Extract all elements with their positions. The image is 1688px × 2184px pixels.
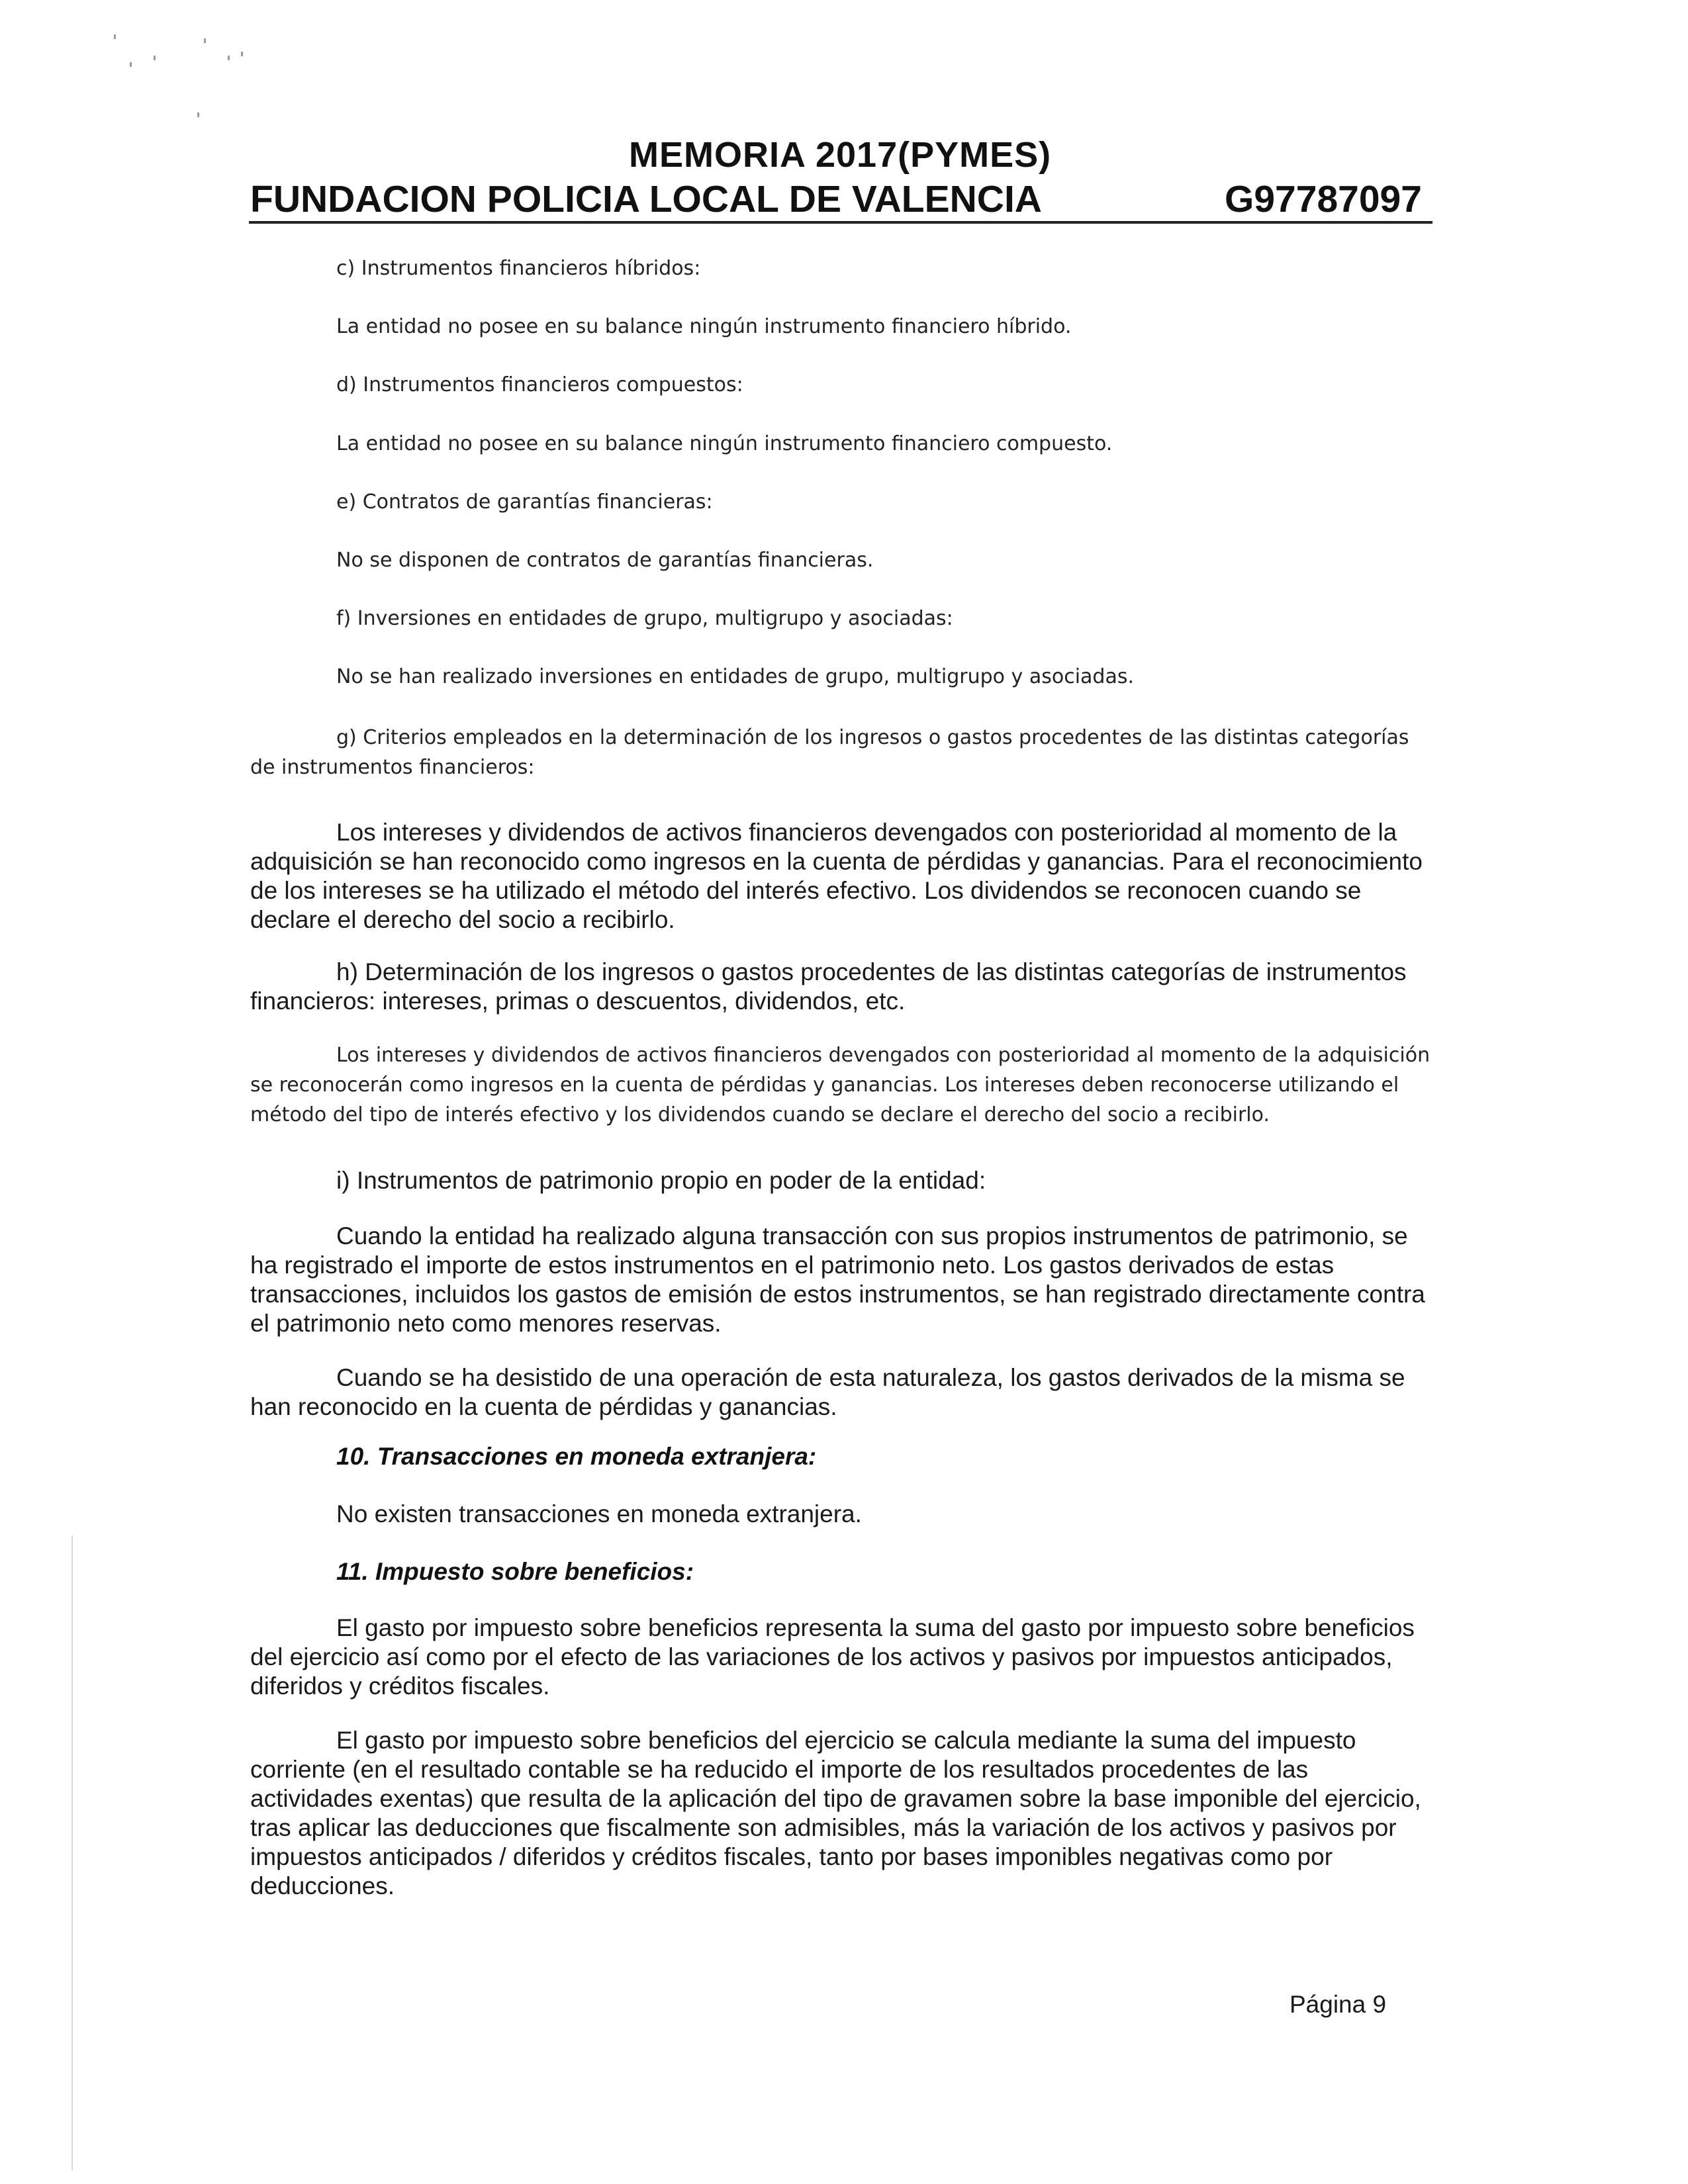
text-line-content: Los intereses y dividendos de activos financieros devengados con posterioridad al momento de la — [336, 819, 1397, 846]
section-f-heading: f) Inversiones en entidades de grupo, multigrupo y asociadas: — [336, 607, 953, 630]
text-line: de los intereses se ha utilizado el método del interés efectivo. Los dividendos se reconocen cuando se — [250, 877, 1362, 904]
scan-speck — [241, 52, 243, 56]
text-line-content: h) Determinación de los ingresos o gastos procedentes de las distintas categorías de instrumentos — [336, 958, 1407, 985]
text-line: de instrumentos financieros: — [250, 756, 535, 779]
text-line: actividades exentas) que resulta de la aplicación del tipo de gravamen sobre la base imponible del ejercicio, — [250, 1785, 1421, 1812]
page-number: Página 9 — [1289, 1991, 1387, 2018]
text-line: método del tipo de interés efectivo y los dividendos cuando se declare el derecho del socio a recibirlo. — [250, 1103, 1270, 1126]
text-line: se reconocerán como ingresos en la cuenta de pérdidas y ganancias. Los intereses deben reconocerse utilizando el — [250, 1073, 1399, 1097]
section-i-heading — [250, 1166, 1432, 1195]
text-line-content: El gasto por impuesto sobre beneficios representa la suma del gasto por impuesto sobre beneficios — [336, 1614, 1415, 1641]
header-rule — [249, 221, 1432, 224]
text-line: transacciones, incluidos los gastos de emisión de estos instrumentos, se han registrado directamente contra — [250, 1281, 1425, 1308]
text-line: deducciones. — [250, 1872, 395, 1899]
text-line — [250, 818, 1432, 847]
section-h-heading — [250, 958, 1432, 1016]
scan-speck — [204, 38, 206, 43]
text-line — [250, 1614, 1432, 1643]
text-line — [250, 1040, 1432, 1070]
tax-id: G97787097 — [1225, 178, 1422, 220]
section-f-body: No se han realizado inversiones en entidades de grupo, multigrupo y asociadas. — [336, 665, 1135, 688]
document-title: MEMORIA 2017(PYMES) — [629, 135, 1052, 175]
section-e-heading: e) Contratos de garantías financieras: — [336, 490, 713, 514]
scan-speck — [114, 34, 116, 39]
section-c-heading: c) Instrumentos financieros híbridos: — [336, 257, 701, 280]
text-line: el patrimonio neto como menores reservas. — [250, 1310, 722, 1337]
text-line — [250, 1222, 1432, 1251]
scan-speck — [154, 56, 156, 60]
scan-edge-line — [71, 1535, 73, 2171]
text-line-content: Cuando la entidad ha realizado alguna transacción con sus propios instrumentos de patrimonio, se — [336, 1222, 1408, 1250]
text-line-content: El gasto por impuesto sobre beneficios del ejercicio se calcula mediante la suma del impuesto — [336, 1727, 1356, 1754]
scan-speck — [228, 56, 230, 60]
text-line — [250, 1500, 1432, 1529]
text-line — [250, 1166, 1432, 1195]
section-i-body-1 — [250, 1222, 1432, 1338]
section-d-body: La entidad no posee en su balance ningún instrumento financiero compuesto. — [336, 432, 1113, 455]
text-line: financieros: intereses, primas o descuentos, dividendos, etc. — [250, 987, 906, 1015]
text-line — [250, 723, 1432, 752]
section-h-body — [250, 1040, 1432, 1130]
text-line-content: No existen transacciones en moneda extranjera. — [336, 1500, 862, 1527]
text-line — [250, 1726, 1432, 1755]
section-11-body-2 — [250, 1726, 1432, 1901]
section-d-heading: d) Instrumentos financieros compuestos: — [336, 373, 743, 396]
text-line: tras aplicar las deducciones que fiscalmente son admisibles, más la variación de los activos y pasivos por — [250, 1814, 1397, 1841]
text-line: impuestos anticipados / diferidos y créditos fiscales, tanto por bases imponibles negativas como por — [250, 1843, 1333, 1870]
text-line — [250, 958, 1432, 987]
text-line: diferidos y créditos fiscales. — [250, 1672, 550, 1700]
text-line: adquisición se han reconocido como ingresos en la cuenta de pérdidas y ganancias. Para el reconocimiento — [250, 848, 1423, 875]
scan-speck — [130, 62, 132, 67]
text-line-content: i) Instrumentos de patrimonio propio en poder de la entidad: — [336, 1167, 986, 1194]
section-g-body — [250, 818, 1432, 934]
section-i-body-2 — [250, 1363, 1432, 1422]
text-line-content: Cuando se ha desistido de una operación de esta naturaleza, los gastos derivados de la misma se — [336, 1364, 1405, 1391]
section-g-heading — [250, 723, 1432, 782]
section-11-heading: 11. Impuesto sobre beneficios: — [336, 1558, 694, 1585]
text-line-content: g) Criterios empleados en la determinación de los ingresos o gastos procedentes de las distintas categorías — [336, 726, 1409, 749]
section-10-heading: 10. Transacciones en moneda extranjera: — [336, 1443, 817, 1470]
text-line: declare el derecho del socio a recibirlo. — [250, 906, 675, 933]
section-11-body-1 — [250, 1614, 1432, 1701]
text-line: ha registrado el importe de estos instrumentos en el patrimonio neto. Los gastos derivados de estas — [250, 1251, 1335, 1279]
text-line — [250, 1363, 1432, 1392]
section-10-body — [250, 1500, 1432, 1529]
text-line-content: Los intereses y dividendos de activos financieros devengados con posterioridad al momento de la adquisición — [336, 1044, 1430, 1067]
section-c-body: La entidad no posee en su balance ningún instrumento financiero híbrido. — [336, 315, 1072, 338]
scan-speck — [197, 113, 199, 117]
text-line: corriente (en el resultado contable se ha reducido el importe de los resultados procedentes de las — [250, 1756, 1309, 1783]
text-line: han reconocido en la cuenta de pérdidas y ganancias. — [250, 1393, 837, 1420]
text-line: del ejercicio así como por el efecto de las variaciones de los activos y pasivos por impuestos anticipados, — [250, 1643, 1393, 1670]
organization-name: FUNDACION POLICIA LOCAL DE VALENCIA — [250, 178, 1042, 220]
section-e-body: No se disponen de contratos de garantías financieras. — [336, 549, 874, 572]
